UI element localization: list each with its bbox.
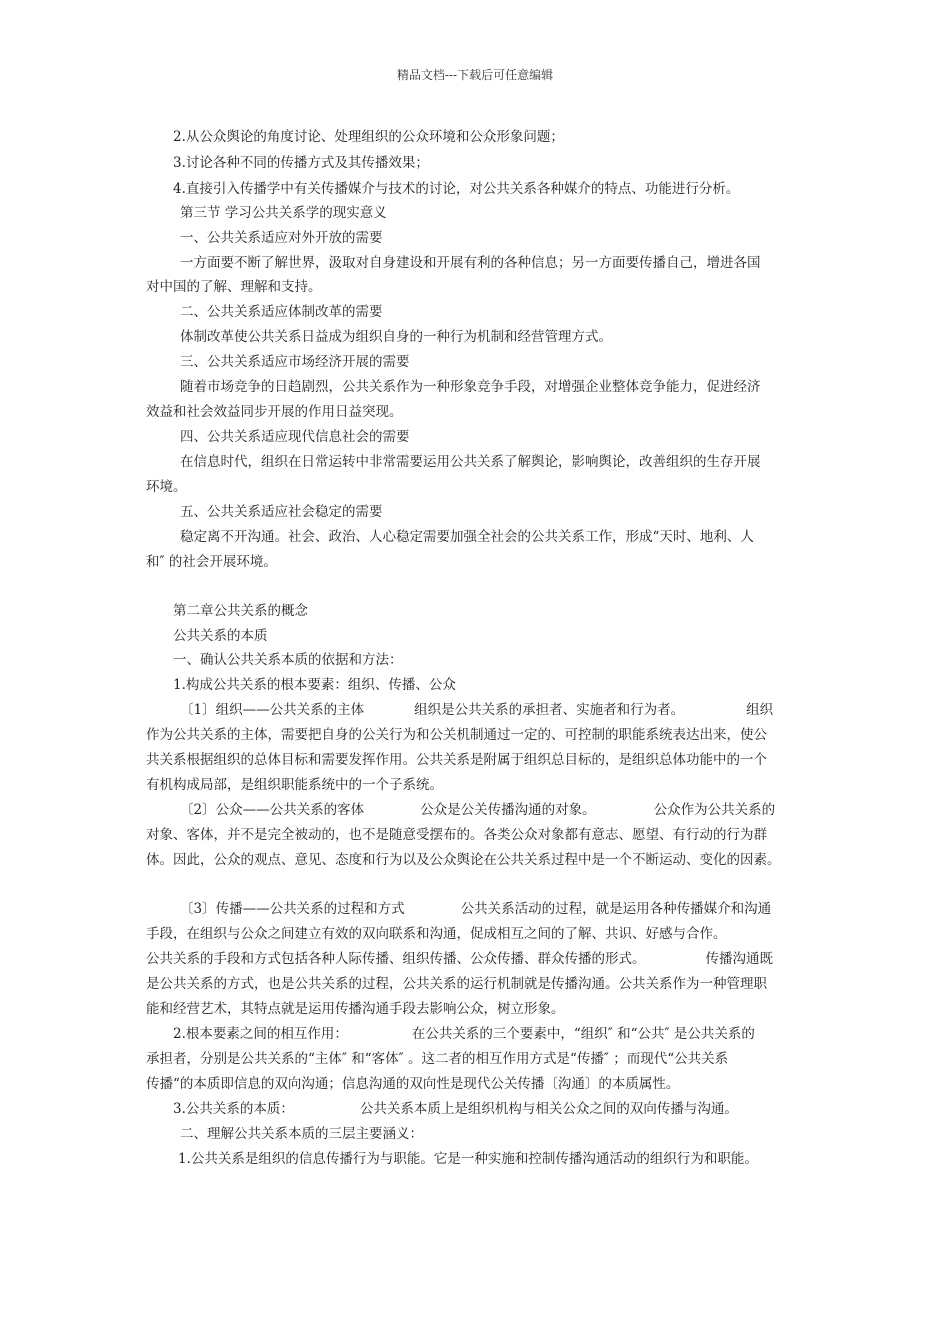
- text-line: 4.直接引入传播学中有关传播媒介与技术的讨论，对公共关系各种媒介的特点、功能进行分析。: [173, 181, 740, 197]
- section-heading: 公共关系的本质: [173, 628, 268, 644]
- text-line: 稳定离不开沟通。社会、政治、人心稳定需要加强全社会的公共关系工作，形成“天时、地利、人: [180, 529, 754, 545]
- text-line: 和″ 的社会开展环境。: [146, 554, 277, 570]
- subheading: 五、公共关系适应社会稳定的需要: [180, 504, 383, 520]
- text-line: 3.讨论各种不同的传播方式及其传播效果；: [173, 155, 429, 171]
- text-line: 随着市场竞争的日趋剧烈，公共关系作为一种形象竞争手段，对增强企业整体竞争能力，促进经济: [180, 379, 761, 395]
- text-line: 手段，在组织与公众之间建立有效的双向联系和沟通，促成相互之间的了解、共识、好感与合作。: [146, 926, 727, 942]
- text-line: 1.公共关系是组织的信息传播行为与职能。它是一种实施和控制传播沟通活动的组织行为和职能。: [178, 1151, 758, 1167]
- pub-label: 〔2〕公众——公共关系的客体: [180, 802, 365, 818]
- text-line: 对中国的了解、理解和支持。: [146, 279, 322, 295]
- text-line: [146, 950, 773, 968]
- text-line: 效益和社会效益同步开展的作用日益突现。: [146, 404, 403, 420]
- text-line: 环境。: [146, 479, 187, 495]
- text-line: 一方面要不断了解世界，汲取对自身建设和开展有利的各种信息；另一方面要传播自己，增进各国: [180, 255, 761, 271]
- text-line: 作为公共关系的主体，需要把自身的公关行为和公关机制通过一定的、可控制的职能系统表达出来，使公: [146, 727, 767, 743]
- inter-label: 2.根本要素之间的相互作用：: [173, 1026, 348, 1042]
- org-text-b: 组织: [746, 702, 774, 718]
- section-heading: 第三节 学习公共关系学的现实意义: [180, 205, 387, 221]
- ess-label: 3.公共关系的本质：: [173, 1101, 294, 1117]
- inter-text: 在公共关系的三个要素中，“组织″ 和“公共″ 是公共关系的: [411, 1026, 755, 1042]
- pub-text-b: 公众作为公共关系的: [653, 802, 776, 818]
- com-label: 〔3〕传播——公共关系的过程和方式: [180, 901, 405, 917]
- text-line: [173, 1025, 755, 1043]
- subheading: 二、理解公共关系本质的三层主要涵义：: [180, 1126, 423, 1142]
- text-line: 在信息时代，组织在日常运转中非常需要运用公共关系了解舆论，影响舆论，改善组织的生存开展: [180, 454, 761, 470]
- page-header: 精品文档---下载后可任意编辑: [396, 68, 554, 82]
- subheading: 一、公共关系适应对外开放的需要: [180, 230, 383, 246]
- text-line: [180, 900, 771, 918]
- org-label: 〔1〕组织——公共关系的主体: [180, 702, 365, 718]
- text-line: 传播“的本质即信息的双向沟通；信息沟通的双向性是现代公关传播〔沟通〕的本质属性。: [146, 1076, 680, 1092]
- text-line: 对象、客体，并不是完全被动的，也不是随意受摆布的。各类公众对象都有意志、愿望、有行动的行为群: [146, 827, 767, 843]
- com-text-c: 公共关系的手段和方式包括各种人际传播、组织传播、公众传播、群众传播的形式。: [146, 951, 646, 967]
- text-line: [180, 801, 775, 819]
- com-text-b: 传播沟通既: [705, 951, 773, 967]
- text-line: [173, 1100, 738, 1118]
- text-line: 能和经营艺术，其特点就是运用传播沟通手段去影响公众，树立形象。: [146, 1001, 565, 1017]
- subheading: 四、公共关系适应现代信息社会的需要: [180, 429, 410, 445]
- text-line: 1.构成公共关系的根本要素：组织、传播、公众: [173, 677, 456, 693]
- text-line: 2.从公众舆论的角度讨论、处理组织的公众环境和公众形象问题；: [173, 129, 564, 145]
- text-line: 体。因此，公众的观点、意见、态度和行为以及公众舆论在公共关系过程中是一个不断运动、变化的因素。: [146, 852, 781, 868]
- text-line: [180, 701, 773, 719]
- pub-text: 公众是公关传播沟通的对象。: [420, 802, 596, 818]
- text-line: 有机构成局部，是组织职能系统中的一个子系统。: [146, 777, 443, 793]
- subheading: 三、公共关系适应市场经济开展的需要: [180, 354, 410, 370]
- text-line: 是公共关系的方式，也是公共关系的过程，公共关系的运行机制就是传播沟通。公共关系作为一种管理职: [146, 976, 767, 992]
- org-text: 组织是公共关系的承担者、实施者和行为者。: [414, 702, 685, 718]
- chapter-heading: 第二章公共关系的概念: [173, 603, 308, 619]
- text-line: 体制改革使公共关系日益成为组织自身的一种行为机制和经营管理方式。: [180, 329, 612, 345]
- text-line: 承担者，分别是公共关系的“主体″ 和“客体″ 。这二者的相互作用方式是“传播″ ；而现代“公共关系: [146, 1051, 729, 1067]
- subheading: 二、公共关系适应体制改革的需要: [180, 304, 383, 320]
- ess-text: 公共关系本质上是组织机构与相关公众之间的双向传播与沟通。: [359, 1101, 738, 1117]
- subheading: 一、确认公共关系本质的依据和方法：: [173, 652, 403, 668]
- com-text: 公共关系活动的过程，就是运用各种传播媒介和沟通: [460, 901, 772, 917]
- text-line: 共关系根据组织的总体目标和需要发挥作用。公共关系是附属于组织总目标的，是组织总体功能中的一个: [146, 752, 767, 768]
